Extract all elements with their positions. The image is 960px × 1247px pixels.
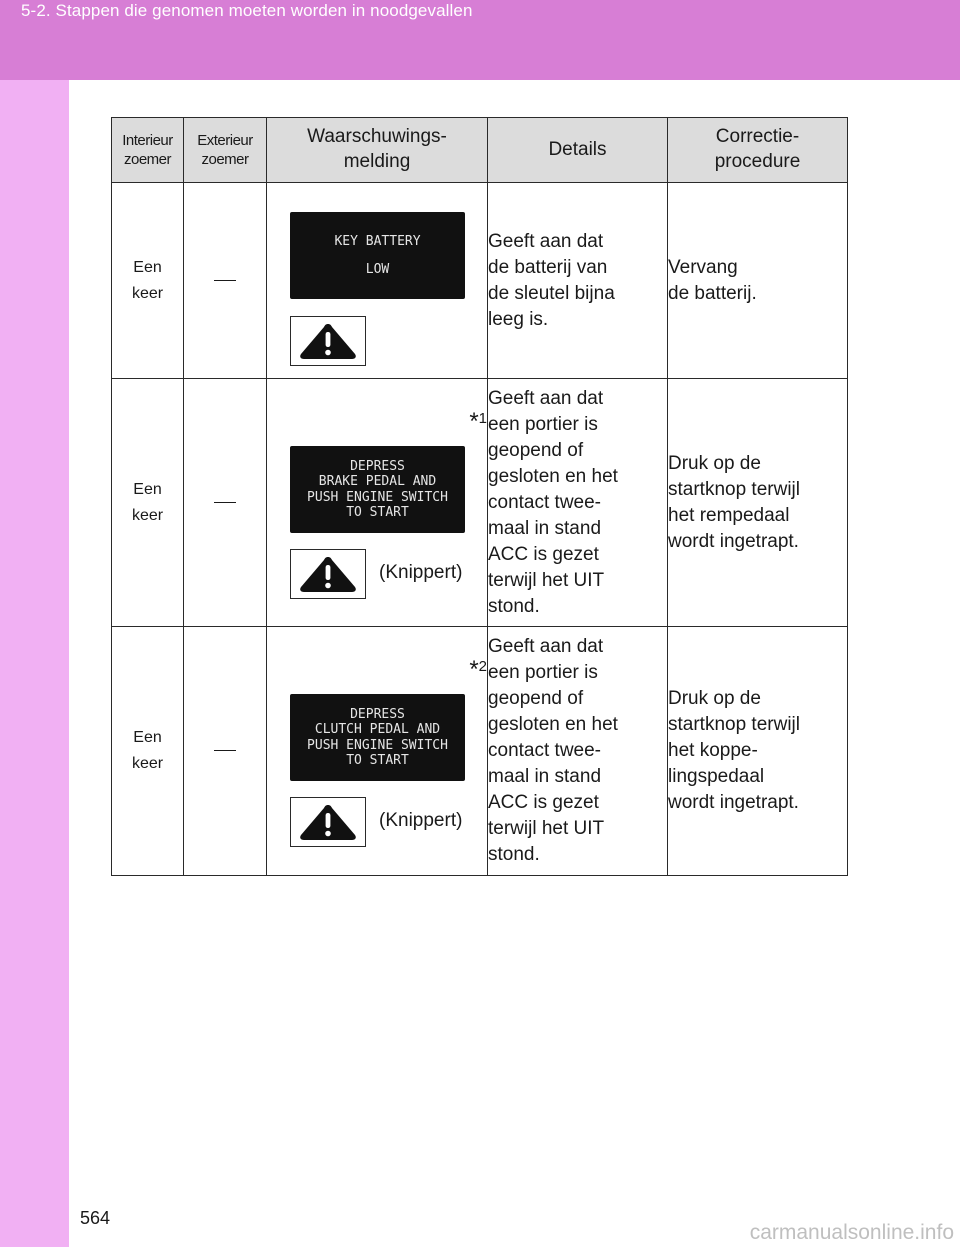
header-exterior-buzzer: Exterieur zoemer [184,118,267,183]
screen-text-line: DEPRESS [350,706,405,722]
header-interior-buzzer: Interieur zoemer [112,118,184,183]
screen-text-line: PUSH ENGINE SWITCH [307,737,448,753]
flash-label: (Knippert) [379,810,463,831]
exterior-buzzer-cell [184,627,267,876]
correction-line: Vervang [668,256,738,278]
details-line: ACC is gezet [488,792,599,813]
footnote-mark: *1 [469,408,487,435]
details-cell [488,627,668,876]
details-line: stond. [488,844,540,865]
table-row [112,627,848,876]
exterior-buzzer-cell [184,379,267,627]
correction-line: wordt ingetrapt. [668,792,799,813]
details-line: geopend of [488,688,584,709]
details-cell [488,379,668,627]
correction-cell [668,379,848,627]
warning-light-box [290,316,366,366]
exterior-dash [214,750,236,751]
correction-line: startknop terwijl [668,478,800,500]
warning-message-table [111,117,848,876]
chapter-sidebar [0,80,69,1247]
screen-text-line: BRAKE PEDAL AND [318,474,437,489]
header-warning-message: Waarschuwings- melding [267,118,488,183]
details-line: maal in stand [488,517,602,539]
display-screen [290,694,465,781]
details-line: Geeft aan dat [488,230,604,252]
correction-line: startknop terwijl [668,714,800,735]
details-line: Geeft aan dat [488,636,604,657]
details-line: leeg is. [488,308,549,330]
correction-line: wordt ingetrapt. [668,530,799,552]
interior-buzzer-cell: Een keer [112,627,184,876]
details-cell [488,183,668,379]
screen-text-line: CLUTCH PEDAL AND [314,722,441,737]
details-line: contact twee- [488,491,601,513]
details-line: terwijl het UIT [488,818,605,839]
correction-cell [668,627,848,876]
correction-line: het rempedaal [668,504,790,526]
interior-buzzer-cell: Een keer [112,379,184,627]
details-line: gesloten en het [488,465,618,487]
correction-line: de batterij. [668,282,757,304]
screen-text-line: DEPRESS [350,458,405,474]
details-line: geopend of [488,439,584,461]
warning-light-box [290,549,366,599]
correction-cell [668,183,848,379]
screen-text-line: LOW [365,261,390,277]
correction-line: lingspedaal [668,766,765,787]
exterior-buzzer-cell [184,183,267,379]
details-line: maal in stand [488,766,602,787]
section-title: 5-2. Stappen die genomen moeten worden in noodgevallen [21,1,473,20]
screen-text-line: KEY BATTERY [334,233,421,249]
exterior-dash [214,280,236,281]
details-line: gesloten en het [488,714,618,735]
warning-triangle-icon [298,555,358,593]
correction-line: het koppe- [668,740,758,761]
warning-message-cell [267,379,488,627]
details-line: contact twee- [488,740,601,761]
footnote-mark: *2 [469,656,487,683]
header-correction: Correctie- procedure [668,118,848,183]
interior-buzzer-cell: Een keer [112,183,184,379]
details-line: de sleutel bijna [488,282,615,304]
details-line: stond. [488,595,540,617]
table-row [112,379,848,627]
exterior-dash [214,502,236,503]
correction-line: Druk op de [668,688,761,709]
watermark: carmanualsonline.info [749,1221,954,1244]
display-screen [290,212,465,299]
flash-label: (Knippert) [379,562,463,583]
warning-triangle-icon [298,803,358,841]
section-header [0,0,960,80]
page-number: 564 [80,1208,111,1228]
table-row [112,183,848,379]
warning-message-cell [267,627,488,876]
details-line: een portier is [488,413,598,435]
header-details: Details [488,118,668,183]
warning-triangle-icon [298,322,358,360]
display-screen [290,446,465,533]
warning-light-box [290,797,366,847]
correction-line: Druk op de [668,452,761,474]
details-line: Geeft aan dat [488,387,604,409]
details-line: de batterij van [488,256,608,278]
screen-text-line: TO START [346,505,409,520]
details-line: een portier is [488,662,598,683]
details-line: ACC is gezet [488,543,599,565]
screen-text-line: TO START [346,753,409,768]
table-header-row [112,118,848,183]
screen-text-line: PUSH ENGINE SWITCH [307,489,448,505]
details-line: terwijl het UIT [488,569,605,591]
warning-message-cell [267,183,488,379]
